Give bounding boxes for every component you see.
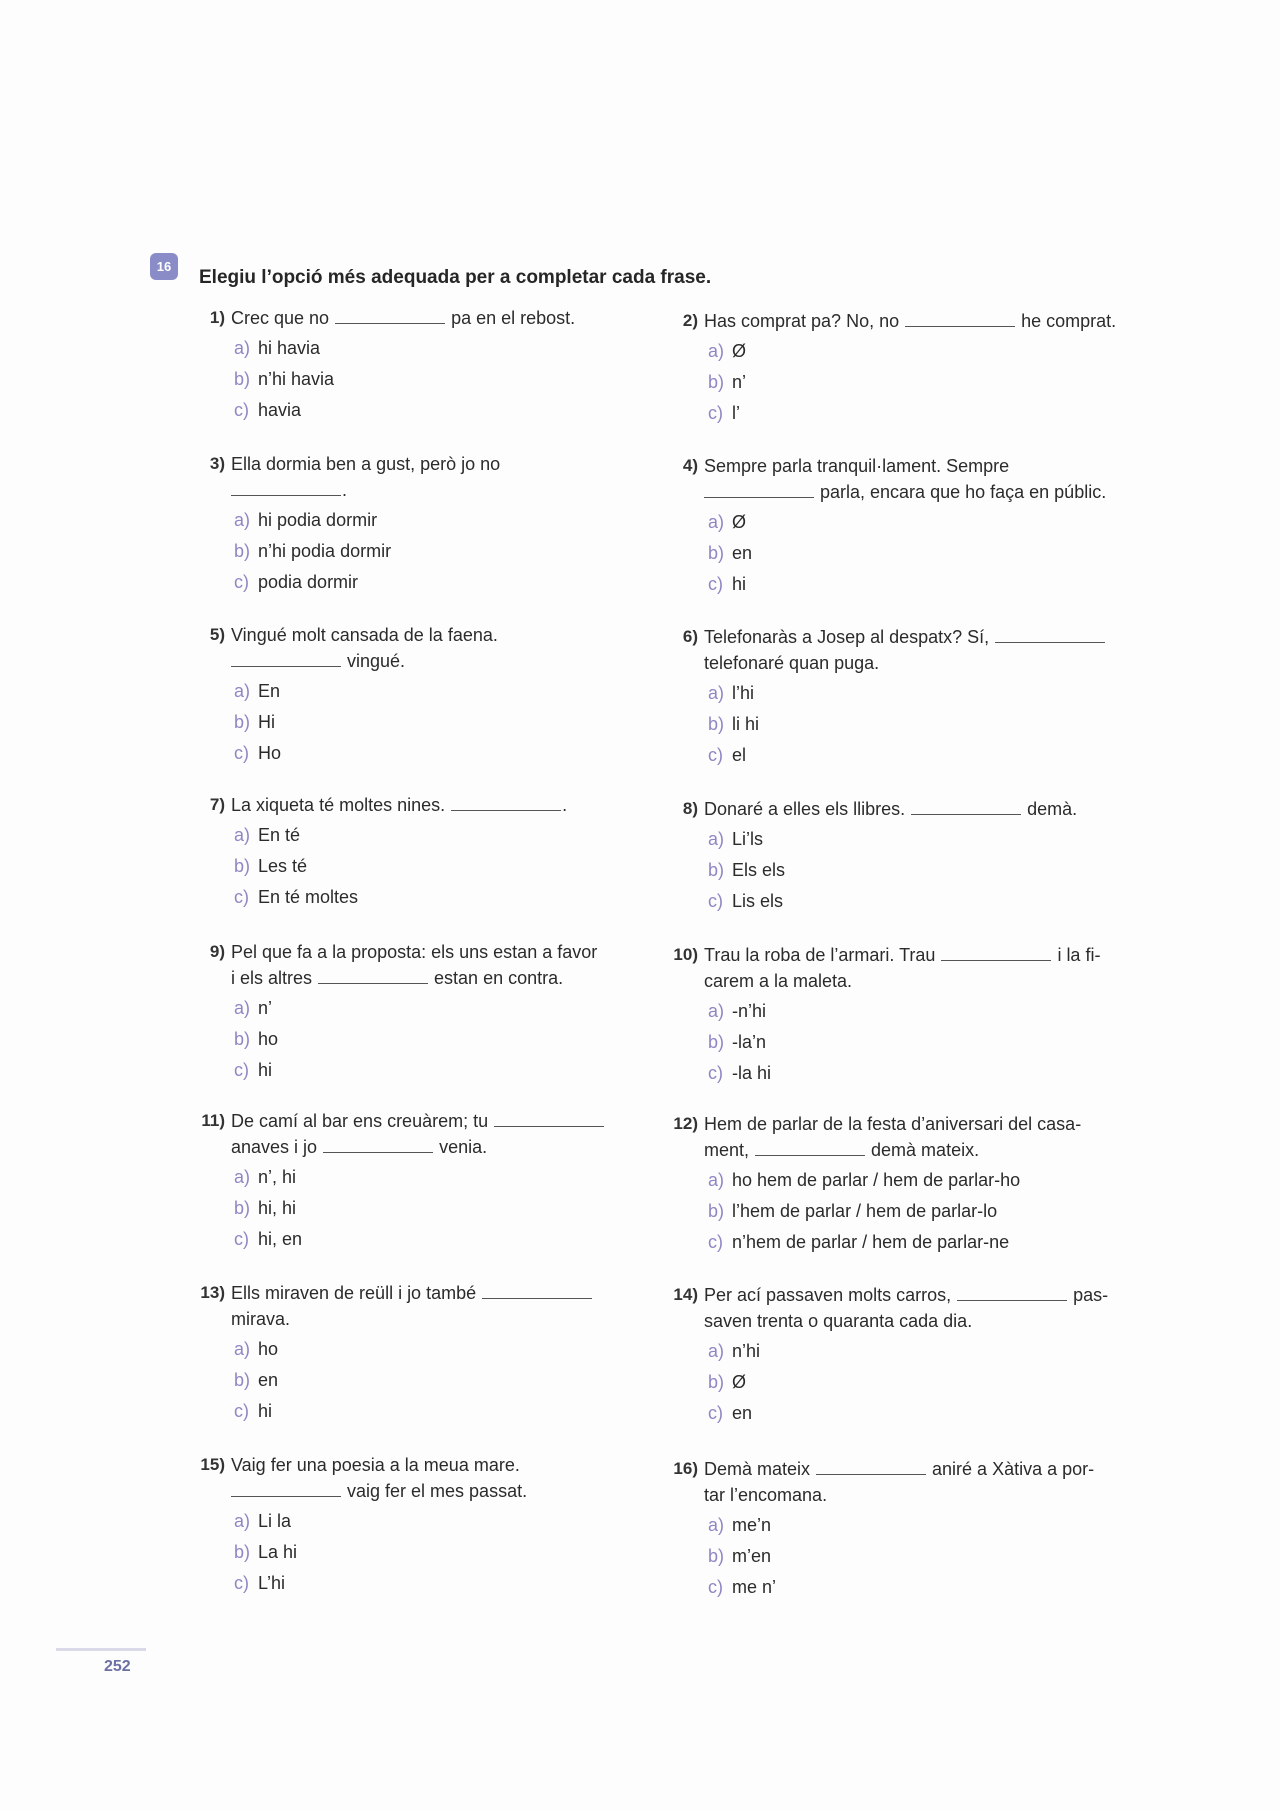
option-letter: b) xyxy=(234,541,251,561)
answer-blank xyxy=(905,326,1015,327)
option-letter: c) xyxy=(234,743,249,763)
question-text: Vingué molt cansada de la faena. xyxy=(231,625,498,645)
option-text: hi xyxy=(258,1060,273,1080)
answer-blank xyxy=(318,983,428,984)
answer-blank xyxy=(816,1474,926,1475)
question-text: Ells miraven de reüll i jo també xyxy=(231,1283,477,1303)
option-text: ho hem de parlar / hem de parlar-ho xyxy=(732,1170,1021,1190)
option-text: Li la xyxy=(258,1511,292,1531)
option-letter: a) xyxy=(708,341,725,361)
exercise-number-badge: 16 xyxy=(150,253,178,280)
question-10 xyxy=(658,942,1138,1089)
option-text: -la’n xyxy=(732,1032,767,1052)
question-number: 16) xyxy=(673,1459,698,1478)
option-letter: a) xyxy=(708,829,725,849)
option-letter: a) xyxy=(708,1515,725,1535)
option-b xyxy=(708,538,1138,569)
option-letter: b) xyxy=(708,1201,725,1221)
option-letter: a) xyxy=(234,825,251,845)
question-number: 5) xyxy=(209,625,225,644)
option-b xyxy=(708,1196,1138,1227)
option-a xyxy=(708,1165,1138,1196)
option-text: en xyxy=(732,543,753,563)
option-b xyxy=(234,536,655,567)
option-letter: c) xyxy=(234,400,249,420)
option-letter: a) xyxy=(234,998,251,1018)
question-text: Crec que no xyxy=(231,308,330,328)
option-letter: a) xyxy=(234,1339,251,1359)
option-c xyxy=(708,398,1138,429)
option-text: En té moltes xyxy=(258,887,359,907)
option-letter: c) xyxy=(708,1403,723,1423)
option-c xyxy=(708,1572,1138,1603)
option-letter: c) xyxy=(234,1060,249,1080)
question-text: Telefonaràs a Josep al despatx? Sí, xyxy=(704,627,990,647)
option-text: n’, hi xyxy=(258,1167,297,1187)
option-text: n’hi podia dormir xyxy=(258,541,392,561)
option-text: En xyxy=(258,681,281,701)
option-letter: b) xyxy=(708,714,725,734)
option-text: -la hi xyxy=(732,1063,772,1083)
option-letter: c) xyxy=(234,1229,249,1249)
option-c xyxy=(234,1396,655,1427)
answer-blank xyxy=(995,642,1105,643)
option-letter: a) xyxy=(708,1170,725,1190)
answer-blank xyxy=(911,814,1021,815)
option-a xyxy=(708,336,1138,367)
question-number: 11) xyxy=(201,1111,225,1130)
question-text: De camí al bar ens creuàrem; tu xyxy=(231,1111,489,1131)
question-7 xyxy=(185,792,655,913)
option-letter: c) xyxy=(708,403,723,423)
option-c xyxy=(234,882,655,913)
option-text: Ø xyxy=(732,341,747,361)
question-3 xyxy=(185,451,655,598)
option-letter: c) xyxy=(234,1573,249,1593)
question-text: Per ací passaven molts carros, xyxy=(704,1285,952,1305)
option-letter: a) xyxy=(708,512,725,532)
option-a xyxy=(708,1510,1138,1541)
option-c xyxy=(234,738,655,769)
option-c xyxy=(234,1055,655,1086)
question-14 xyxy=(658,1282,1138,1429)
question-number: 13) xyxy=(200,1283,225,1302)
option-c xyxy=(234,1568,655,1599)
option-text: me n’ xyxy=(732,1577,777,1597)
question-6 xyxy=(658,624,1138,771)
question-text: aniré a Xàtiva a por- xyxy=(932,1459,1095,1479)
question-16 xyxy=(658,1456,1138,1603)
option-a xyxy=(708,507,1138,538)
option-letter: b) xyxy=(234,1029,251,1049)
option-text: Ø xyxy=(732,1372,747,1392)
question-text: he comprat. xyxy=(1021,311,1117,331)
question-text: Has comprat pa? No, no xyxy=(704,311,900,331)
option-text: l’hi xyxy=(732,683,755,703)
answer-blank xyxy=(323,1152,433,1153)
option-text: n’hi xyxy=(732,1341,761,1361)
option-c xyxy=(708,1398,1138,1429)
option-text: Lis els xyxy=(732,891,784,911)
option-text: Ho xyxy=(258,743,282,763)
question-text: venia. xyxy=(439,1137,488,1157)
option-letter: c) xyxy=(234,887,249,907)
answer-blank xyxy=(704,497,814,498)
option-b xyxy=(708,1367,1138,1398)
exercise-instruction: Elegiu l’opció més adequada per a completar cada frase. xyxy=(199,267,712,288)
option-a xyxy=(234,820,655,851)
option-text: En té xyxy=(258,825,301,845)
option-text: -n’hi xyxy=(732,1001,767,1021)
option-text: n’ xyxy=(732,372,747,392)
option-letter: a) xyxy=(708,683,725,703)
question-4 xyxy=(658,453,1138,600)
question-number: 4) xyxy=(682,456,698,475)
option-letter: c) xyxy=(708,574,723,594)
option-letter: a) xyxy=(234,510,251,530)
option-a xyxy=(708,678,1138,709)
option-a xyxy=(234,1334,655,1365)
option-text: ho xyxy=(258,1029,279,1049)
option-text: podia dormir xyxy=(258,572,359,592)
answer-blank xyxy=(957,1300,1067,1301)
option-text: en xyxy=(258,1370,279,1390)
option-text: el xyxy=(732,745,747,765)
option-text: Ø xyxy=(732,512,747,532)
option-text: n’hi havia xyxy=(258,369,335,389)
option-b xyxy=(708,709,1138,740)
option-b xyxy=(708,855,1138,886)
option-b xyxy=(234,364,655,395)
option-letter: b) xyxy=(708,1372,725,1392)
option-letter: b) xyxy=(234,1542,251,1562)
option-b xyxy=(234,707,655,738)
option-text: me’n xyxy=(732,1515,772,1535)
option-a xyxy=(708,996,1138,1027)
option-text: l’ xyxy=(732,403,740,423)
option-text: li hi xyxy=(732,714,760,734)
option-text: hi podia dormir xyxy=(258,510,378,530)
option-letter: b) xyxy=(234,856,251,876)
question-text: Ella dormia ben a gust, però jo no xyxy=(231,454,501,474)
answer-blank xyxy=(231,1496,341,1497)
option-letter: c) xyxy=(708,745,723,765)
option-c xyxy=(708,1227,1138,1258)
option-text: n’ xyxy=(258,998,273,1018)
question-text: anaves i jo xyxy=(231,1137,318,1157)
option-c xyxy=(708,1058,1138,1089)
question-text: pas- xyxy=(1073,1285,1109,1305)
answer-blank xyxy=(494,1126,604,1127)
question-text: tar l’encomana. xyxy=(704,1485,828,1505)
option-letter: a) xyxy=(234,338,251,358)
question-11 xyxy=(185,1108,655,1255)
question-text: carem a la maleta. xyxy=(704,971,853,991)
question-number: 10) xyxy=(673,945,698,964)
question-1 xyxy=(185,305,655,426)
question-number: 3) xyxy=(209,454,225,473)
option-text: m’en xyxy=(732,1546,772,1566)
option-letter: a) xyxy=(234,1167,251,1187)
option-letter: c) xyxy=(708,891,723,911)
answer-blank xyxy=(482,1298,592,1299)
question-text: Demà mateix xyxy=(704,1459,811,1479)
option-text: Les té xyxy=(258,856,308,876)
question-5 xyxy=(185,622,655,769)
option-letter: a) xyxy=(234,681,251,701)
option-letter: b) xyxy=(234,1198,251,1218)
option-b xyxy=(708,1027,1138,1058)
question-15 xyxy=(185,1452,655,1599)
option-a xyxy=(234,676,655,707)
question-text: vingué. xyxy=(347,651,406,671)
answer-blank xyxy=(231,495,341,496)
question-number: 15) xyxy=(200,1455,225,1474)
option-letter: a) xyxy=(708,1001,725,1021)
option-c xyxy=(234,567,655,598)
option-a xyxy=(234,505,655,536)
option-text: Els els xyxy=(732,860,786,880)
option-text: havia xyxy=(258,400,302,420)
question-text: parla, encara que ho faça en públic. xyxy=(820,482,1107,502)
answer-blank xyxy=(755,1155,865,1156)
question-text: vaig fer el mes passat. xyxy=(347,1481,528,1501)
option-text: hi xyxy=(258,1401,273,1421)
option-a xyxy=(234,1162,655,1193)
option-b xyxy=(234,1365,655,1396)
question-number: 12) xyxy=(673,1114,698,1133)
option-text: n’hem de parlar / hem de parlar-ne xyxy=(732,1232,1010,1252)
option-text: Li’ls xyxy=(732,829,764,849)
option-letter: c) xyxy=(234,1401,249,1421)
option-letter: c) xyxy=(708,1063,723,1083)
question-text: demà mateix. xyxy=(871,1140,980,1160)
option-letter: b) xyxy=(708,860,725,880)
option-b xyxy=(234,1193,655,1224)
option-a xyxy=(234,993,655,1024)
question-text: i els altres xyxy=(231,968,313,988)
option-text: en xyxy=(732,1403,753,1423)
question-13 xyxy=(185,1280,655,1427)
option-letter: b) xyxy=(234,369,251,389)
option-c xyxy=(708,886,1138,917)
question-text: saven trenta o quaranta cada dia. xyxy=(704,1311,973,1331)
option-text: hi, hi xyxy=(258,1198,297,1218)
question-number: 14) xyxy=(673,1285,698,1304)
question-text: . xyxy=(342,480,348,500)
option-a xyxy=(708,824,1138,855)
question-text: demà. xyxy=(1027,799,1078,819)
question-number: 7) xyxy=(209,795,225,814)
question-text: i la fi- xyxy=(1057,945,1101,965)
option-a xyxy=(708,1336,1138,1367)
option-letter: a) xyxy=(234,1511,251,1531)
question-text: Hem de parlar de la festa d’aniversari del casa- xyxy=(704,1114,1082,1134)
option-text: La hi xyxy=(258,1542,298,1562)
option-a xyxy=(234,1506,655,1537)
option-text: hi, en xyxy=(258,1229,303,1249)
option-text: Hi xyxy=(258,712,275,732)
question-number: 8) xyxy=(682,799,698,818)
question-12 xyxy=(658,1111,1138,1258)
option-letter: a) xyxy=(708,1341,725,1361)
answer-blank xyxy=(451,810,561,811)
option-letter: b) xyxy=(234,1370,251,1390)
question-text: ment, xyxy=(704,1140,750,1160)
option-text: l’hem de parlar / hem de parlar-lo xyxy=(732,1201,998,1221)
option-letter: c) xyxy=(234,572,249,592)
option-text: hi havia xyxy=(258,338,321,358)
option-b xyxy=(234,851,655,882)
option-letter: b) xyxy=(708,543,725,563)
question-text: mirava. xyxy=(231,1309,291,1329)
question-text: Trau la roba de l’armari. Trau xyxy=(704,945,936,965)
option-text: ho xyxy=(258,1339,279,1359)
option-c xyxy=(234,395,655,426)
option-text: hi xyxy=(732,574,747,594)
option-letter: b) xyxy=(708,372,725,392)
question-2 xyxy=(658,308,1138,429)
question-number: 9) xyxy=(209,942,225,961)
question-text: Donaré a elles els llibres. xyxy=(704,799,906,819)
question-number: 1) xyxy=(209,308,225,327)
question-8 xyxy=(658,796,1138,917)
question-text: La xiqueta té moltes nines. xyxy=(231,795,446,815)
question-text: Sempre parla tranquil·lament. Sempre xyxy=(704,456,1010,476)
question-text: Vaig fer una poesia a la meua mare. xyxy=(231,1455,520,1475)
option-c xyxy=(708,569,1138,600)
question-text: telefonaré quan puga. xyxy=(704,653,880,673)
option-b xyxy=(234,1024,655,1055)
question-text: pa en el rebost. xyxy=(451,308,576,328)
answer-blank xyxy=(335,323,445,324)
option-c xyxy=(234,1224,655,1255)
option-letter: c) xyxy=(708,1577,723,1597)
page-number: 252 xyxy=(104,1658,131,1675)
answer-blank xyxy=(941,960,1051,961)
option-b xyxy=(708,367,1138,398)
option-a xyxy=(234,333,655,364)
question-9 xyxy=(185,939,655,1086)
question-text: . xyxy=(562,795,568,815)
option-letter: b) xyxy=(234,712,251,732)
question-number: 6) xyxy=(682,627,698,646)
option-c xyxy=(708,740,1138,771)
page-number-rule xyxy=(56,1648,146,1651)
option-letter: b) xyxy=(708,1032,725,1052)
question-text: Pel que fa a la proposta: els uns estan a favor xyxy=(231,942,598,962)
option-letter: b) xyxy=(708,1546,725,1566)
option-b xyxy=(708,1541,1138,1572)
question-number: 2) xyxy=(682,311,698,330)
question-text: estan en contra. xyxy=(434,968,564,988)
answer-blank xyxy=(231,666,341,667)
option-text: L’hi xyxy=(258,1573,286,1593)
option-b xyxy=(234,1537,655,1568)
option-letter: c) xyxy=(708,1232,723,1252)
